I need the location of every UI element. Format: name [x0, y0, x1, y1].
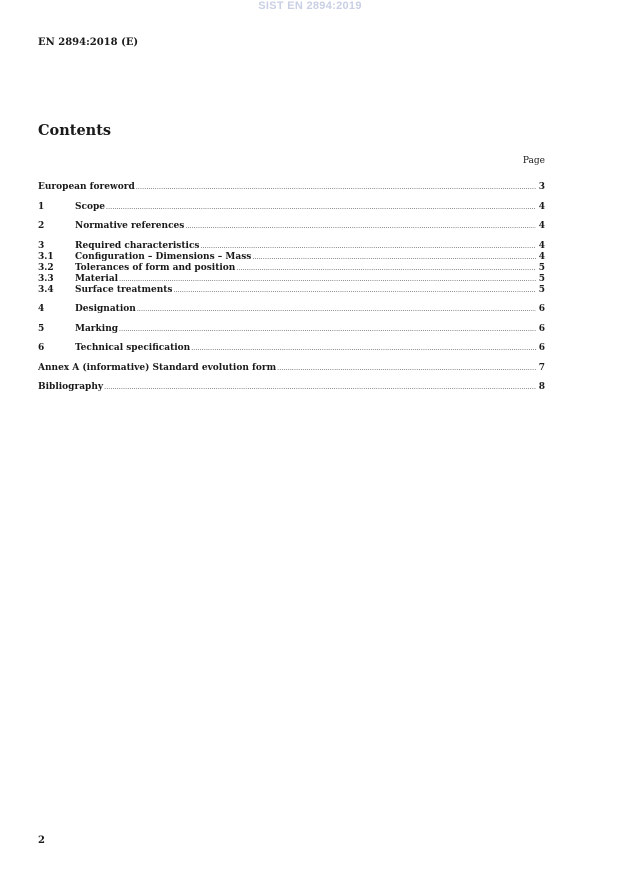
toc-entry-scope[interactable]: [38, 202, 545, 213]
toc-entry-page: 8: [538, 382, 545, 392]
toc-entry-tolerances[interactable]: [38, 263, 545, 274]
toc-dot-leader: [236, 263, 536, 274]
toc-entry-technical-specification[interactable]: [38, 343, 545, 354]
toc-entry-page: 3: [538, 182, 545, 192]
toc-dot-leader: [136, 182, 536, 193]
toc-entry-title: Technical specification: [75, 343, 191, 353]
toc-entry-page: 6: [538, 343, 545, 353]
toc-entry-material[interactable]: [38, 274, 545, 285]
toc-entry-number: 5: [38, 323, 45, 334]
toc-entry-number: 3.1: [38, 251, 54, 262]
toc-entry-number: 3: [38, 240, 45, 251]
toc-dot-leader: [277, 363, 536, 374]
toc-entry-title: Scope: [75, 201, 106, 212]
page-number: 2: [38, 835, 45, 846]
watermark: SIST EN 2894:2019: [258, 0, 362, 12]
toc-entry-page: 6: [538, 323, 545, 334]
toc-entry-number: 6: [38, 343, 45, 353]
toc-dot-leader: [137, 304, 536, 315]
toc-entry-title: Material: [75, 273, 119, 284]
toc-entry-annex-a[interactable]: [38, 363, 545, 374]
toc-entry-number: 3.2: [38, 262, 54, 273]
toc-entry-title: Marking: [75, 323, 119, 334]
toc-dot-leader: [185, 221, 536, 232]
toc-entry-bibliography[interactable]: [38, 382, 545, 393]
toc-entry-surface-treatments[interactable]: [38, 285, 545, 296]
toc-dot-leader: [119, 324, 536, 335]
toc-entry-title: Normative references: [75, 221, 185, 231]
toc-entry-number: 4: [38, 304, 45, 314]
toc-entry-number: 1: [38, 201, 45, 212]
toc-entry-european-foreword[interactable]: [38, 182, 545, 193]
toc-entry-page: 4: [538, 240, 545, 251]
toc-dot-leader: [252, 252, 536, 263]
toc-entry-page: 5: [538, 273, 545, 284]
toc-entry-title: Surface treatments: [75, 284, 173, 295]
toc-entry-title: European foreword: [38, 182, 135, 192]
toc-entry-title: Required characteristics: [75, 240, 200, 251]
toc-entry-title: Tolerances of form and position: [75, 262, 236, 273]
toc-entry-page: 5: [538, 262, 545, 273]
toc-dot-leader: [191, 343, 536, 354]
toc-entry-number: 2: [38, 221, 45, 231]
toc-entry-page: 6: [538, 304, 545, 314]
document-id: EN 2894:2018 (E): [38, 37, 139, 48]
toc-dot-leader: [106, 202, 536, 213]
toc-entry-number: 3.4: [38, 284, 54, 295]
toc-dot-leader: [201, 241, 537, 252]
toc-entry-title: Annex A (informative) Standard evolution form: [38, 362, 277, 373]
toc-entry-title: Designation: [75, 304, 136, 314]
toc-entry-page: 4: [538, 251, 545, 262]
toc-entry-configuration[interactable]: [38, 252, 545, 263]
contents-heading: Contents: [38, 122, 112, 139]
toc-entry-page: 5: [538, 284, 545, 295]
toc-entry-normative-references[interactable]: [38, 221, 545, 232]
toc-entry-title: Bibliography: [38, 382, 104, 392]
toc-entry-page: 7: [538, 362, 545, 373]
toc-entry-page: 4: [538, 221, 545, 231]
toc-dot-leader: [119, 274, 536, 285]
toc-entry-page: 4: [538, 201, 545, 212]
toc-entry-title: Configuration – Dimensions – Mass: [75, 251, 252, 262]
toc-entry-required-characteristics[interactable]: [38, 241, 545, 252]
toc-entry-number: 3.3: [38, 273, 54, 284]
toc-dot-leader: [173, 285, 536, 296]
toc-dot-leader: [104, 382, 536, 393]
toc-entry-designation[interactable]: [38, 304, 545, 315]
page-column-label: Page: [522, 156, 545, 166]
table-of-contents: [38, 182, 545, 393]
toc-entry-marking[interactable]: [38, 324, 545, 335]
